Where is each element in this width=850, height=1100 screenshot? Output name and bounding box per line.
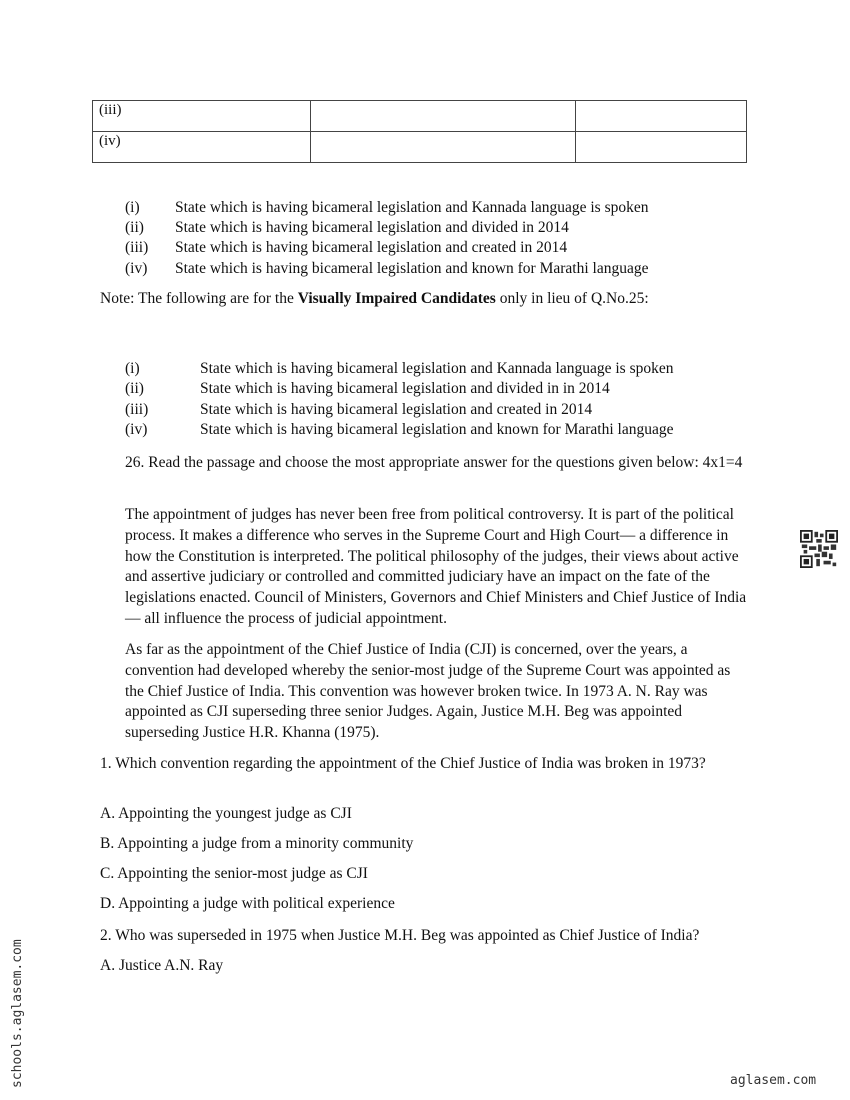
- qr-code-icon: [800, 530, 838, 568]
- list-item: [125, 198, 648, 219]
- option-a: A. Appointing the youngest judge as CJI: [100, 805, 352, 822]
- list-item: [125, 238, 567, 259]
- item-text: State which is having bicameral legislation and known for Marathi language: [200, 421, 674, 438]
- question-2: 2. Who was superseded in 1975 when Justice M.H. Beg was appointed as Chief Justice of India?: [100, 927, 700, 944]
- list-item: [125, 420, 673, 441]
- item-text: State which is having bicameral legislation and Kannada language is spoken: [175, 199, 649, 216]
- option-d: D. Appointing a judge with political experience: [100, 895, 395, 912]
- watermark-right: aglasem.com: [730, 1073, 817, 1088]
- passage-paragraph-2: As far as the appointment of the Chief Justice of India (CJI) is concerned, over the years, a convention had developed whereby the senior-most judge of the Supreme Court was appointed as the Chief Justice of India. This convention was however broken twice. In 1973 A. N. Ray was appointed as CJI superseding three senior Judges. Again, Justice M.H. Beg was appointed superseding Justice H.R. Khanna (1975).: [125, 641, 731, 742]
- list-item: [125, 218, 569, 239]
- list-item: [125, 259, 648, 280]
- item-text: State which is having bicameral legislation and known for Marathi language: [175, 260, 649, 277]
- table-cell: [576, 101, 747, 132]
- option-b: B. Appointing a judge from a minority community: [100, 835, 414, 852]
- table-cell: [576, 132, 747, 163]
- item-text: State which is having bicameral legislation and divided in in 2014: [200, 380, 610, 397]
- watermark-left: schools.aglasem.com: [10, 939, 25, 1088]
- answer-table: [92, 100, 747, 163]
- note-prefix: Note: The following are for the: [100, 290, 298, 307]
- question-26-heading: 26. Read the passage and choose the most appropriate answer for the questions given below: 4x1=4: [125, 454, 743, 471]
- list-item: [125, 400, 592, 421]
- table-row: [93, 132, 747, 163]
- table-cell: (iv): [93, 132, 311, 163]
- item-text: State which is having bicameral legislation and divided in 2014: [175, 219, 569, 236]
- note-suffix: only in lieu of Q.No.25:: [495, 290, 649, 307]
- item-number: (iii): [125, 239, 149, 256]
- table-cell: [311, 101, 576, 132]
- item-number: (i): [125, 199, 140, 216]
- option-c: C. Appointing the senior-most judge as CJI: [100, 865, 368, 882]
- item-number: (ii): [125, 380, 144, 397]
- item-text: State which is having bicameral legislation and created in 2014: [200, 401, 593, 418]
- list-item: [125, 359, 673, 380]
- item-number: (iii): [125, 401, 149, 418]
- item-number: (iv): [125, 421, 148, 438]
- table-cell: [311, 132, 576, 163]
- table-cell: (iii): [93, 101, 311, 132]
- item-text: State which is having bicameral legislation and Kannada language is spoken: [200, 360, 674, 377]
- table-row: [93, 101, 747, 132]
- note: [100, 290, 649, 308]
- item-text: State which is having bicameral legislation and created in 2014: [175, 239, 568, 256]
- question-1: 1. Which convention regarding the appointment of the Chief Justice of India was broken in 1973?: [100, 755, 706, 772]
- item-number: (ii): [125, 219, 144, 236]
- item-number: (i): [125, 360, 140, 377]
- note-bold: Visually Impaired Candidates: [297, 290, 496, 307]
- item-number: (iv): [125, 260, 148, 277]
- option-a: A. Justice A.N. Ray: [100, 957, 224, 974]
- passage-paragraph-1: The appointment of judges has never been free from political controversy. It is part of the political process. It makes a difference who serves in the Supreme Court and High Court— a difference in how the Constitution is interpreted. The political philosophy of the judges, their views about active and assertive judiciary or controlled and committed judiciary have an impact on the fate of the legislations enacted. Council of Ministers, Governors and Chief Ministers and Chief Justice of India — all influence the process of judicial appointment.: [125, 506, 747, 627]
- list-item: [125, 379, 610, 400]
